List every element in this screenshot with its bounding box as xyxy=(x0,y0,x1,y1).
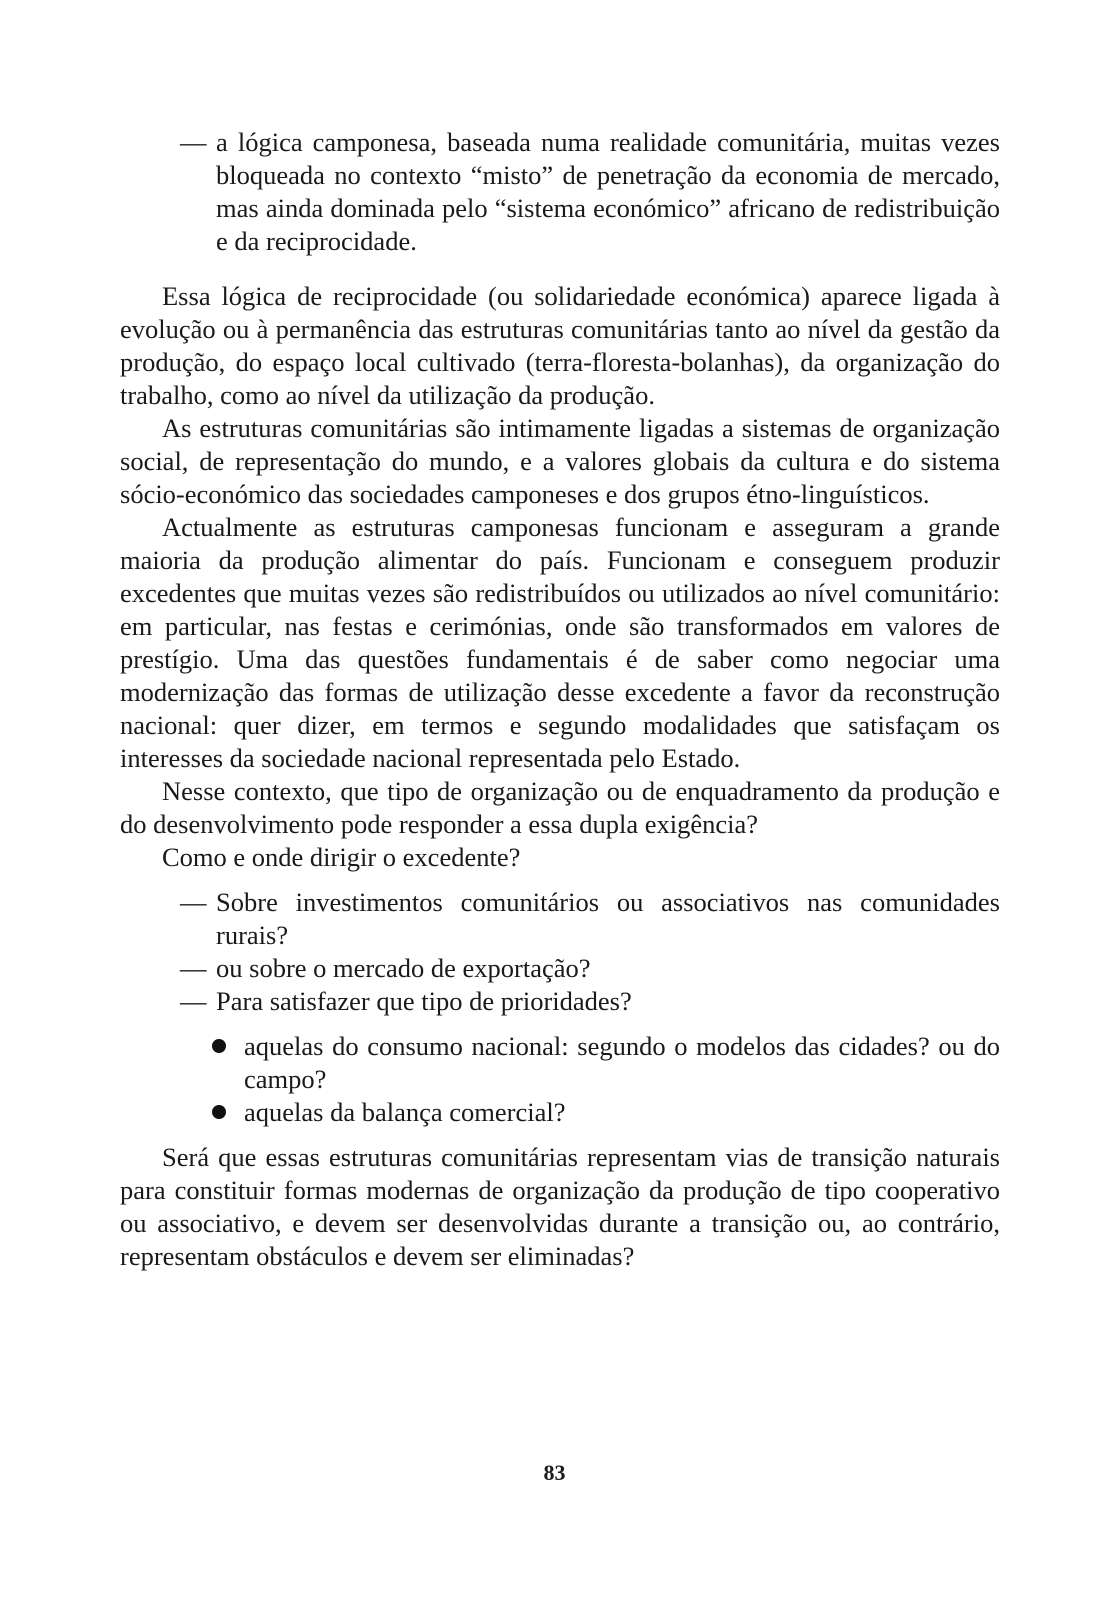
dash-marker: — xyxy=(180,887,207,917)
bullet-dot-icon xyxy=(210,1096,244,1129)
paragraph-context-question: Nesse contexto, que tipo de organização ou de enquadramento da produção e do desenvolvimento pode responder a essa dupla exigência? xyxy=(120,776,1000,839)
question-item xyxy=(180,985,1000,1018)
bullet-item xyxy=(210,1096,1000,1129)
question-text: Sobre investimentos comunitários ou associativos nas comunidades rurais? xyxy=(216,887,1000,950)
page-number: 83 xyxy=(543,1460,566,1485)
question-item xyxy=(180,952,1000,985)
question-text: Para satisfazer que tipo de prioridades? xyxy=(216,986,632,1016)
bullet-item xyxy=(210,1030,1000,1096)
page-content xyxy=(120,126,1000,1273)
bullet-text: aquelas do consumo nacional: segundo o modelos das cidades? ou do campo? xyxy=(244,1031,1000,1094)
question-text: ou sobre o mercado de exportação? xyxy=(216,953,591,983)
dash-marker: — xyxy=(180,953,207,983)
paragraph-peasant-structures: Actualmente as estruturas camponesas funcionam e asseguram a grande maioria da produção alimentar do país. Funcionam e conseguem produzir excedentes que muitas vezes são redistribuídos ou utilizados ao nível comunitário: em particular, nas festas e cerimónias, onde são transformados em valores de prestígio. Uma das questões fundamentais é de saber como negociar uma modernização das formas de utilização desse excedente a favor da reconstrução nacional: quer dizer, em termos e segundo modalidades que satisfaçam os interesses da sociedade nacional representada pelo Estado. xyxy=(120,512,1000,773)
intro-list-item xyxy=(180,126,1000,258)
bullet-text: aquelas da balança comercial? xyxy=(244,1097,566,1127)
dash-marker: — xyxy=(180,127,207,157)
paragraph-surplus-question: Como e onde dirigir o excedente? xyxy=(162,842,521,872)
intro-item-text: a lógica camponesa, baseada numa realidade comunitária, muitas vezes bloqueada no contexto “misto” de penetração da economia de mercado, mas ainda dominada pelo “sistema económico” africano de redistribuição e da reciprocidade. xyxy=(216,127,1000,256)
dash-marker: — xyxy=(180,986,207,1016)
bullet-dot-icon xyxy=(210,1030,244,1096)
paragraph-reciprocity: Essa lógica de reciprocidade (ou solidariedade económica) aparece ligada à evolução ou à permanência das estruturas comunitárias tanto ao nível da gestão da produção, do espaço local cultivado (terra-floresta-bolanhas), da organização do trabalho, como ao nível da utilização da produção. xyxy=(120,281,1000,410)
paragraph-community-structures: As estruturas comunitárias são intimamente ligadas a sistemas de organização social, de representação do mundo, e a valores globais da cultura e do sistema sócio-económico das sociedades camponeses e dos grupos étno-linguísticos. xyxy=(120,413,1000,509)
question-item xyxy=(180,886,1000,952)
paragraph-transition-question: Será que essas estruturas comunitárias representam vias de transição naturais para constituir formas modernas de organização da produção de tipo cooperativo ou associativo, e devem ser desenvolvidas durante a transição ou, ao contrário, representam obstáculos e devem ser eliminadas? xyxy=(120,1142,1000,1271)
